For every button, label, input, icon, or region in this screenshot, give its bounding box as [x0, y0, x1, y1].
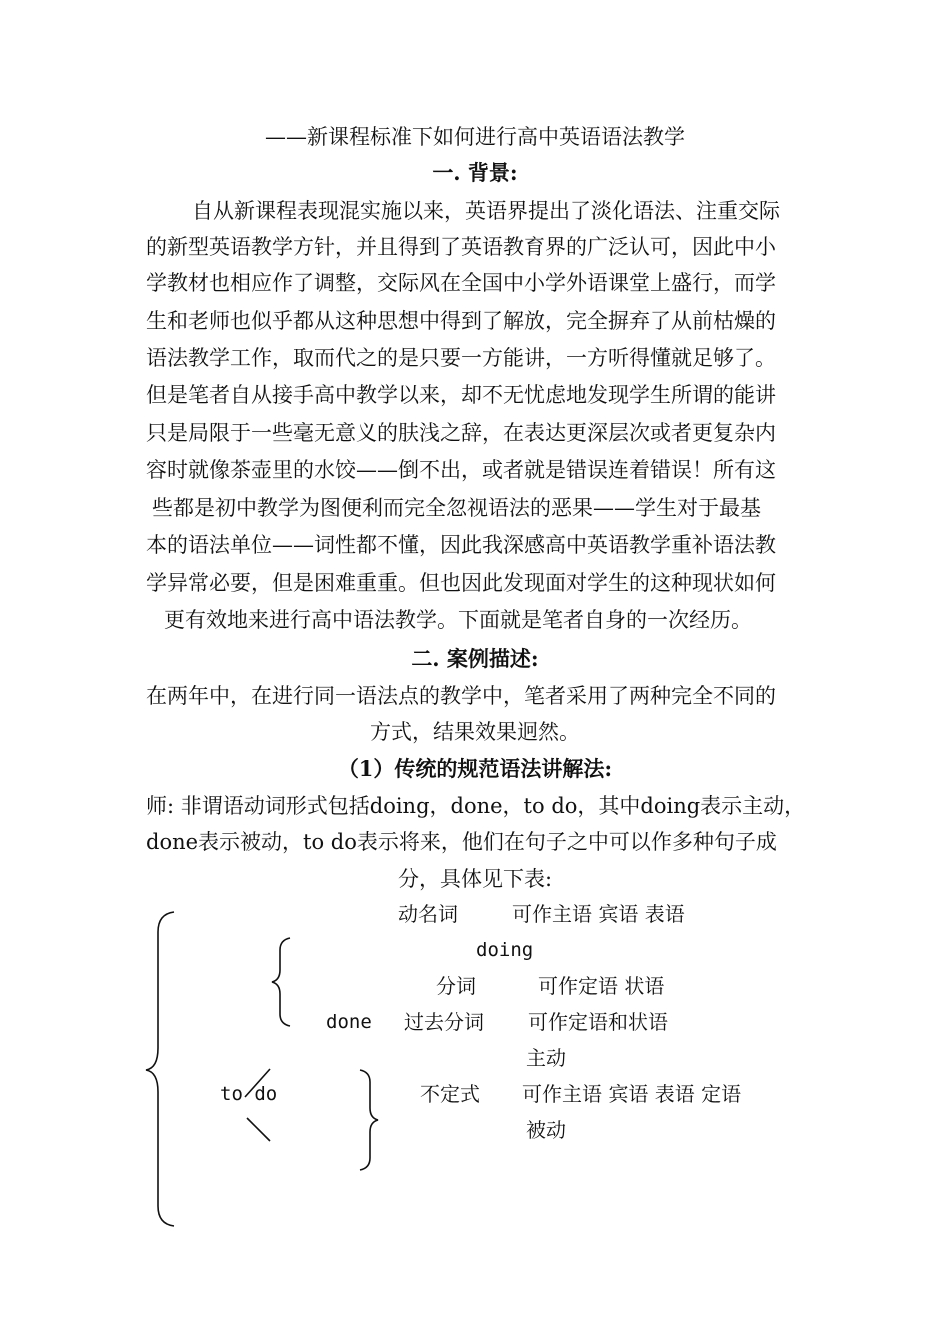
paragraph-line: 容时就像茶壶里的水饺——倒不出，或者就是错误连着错误！所有这: [146, 458, 776, 482]
to-do-label: to do: [220, 1083, 278, 1105]
doing-label: doing: [476, 939, 534, 961]
paragraph-line: 但是笔者自从接手高中教学以来，却不无忧虑地发现学生所谓的能讲: [146, 383, 776, 407]
paragraph-line: 的新型英语教学方针，并且得到了英语教育界的广泛认可，因此中小: [146, 235, 776, 259]
paragraph-line: 自从新课程表现混实施以来，英语界提出了淡化语法、注重交际: [192, 199, 780, 223]
subsection-1-heading: （1）传统的规范语法讲解法:: [337, 756, 613, 781]
teacher-line: done表示被动，to do表示将来，他们在句子之中可以作多种句子成: [146, 830, 777, 854]
paragraph-line: 更有效地来进行高中语法教学。下面就是笔者自身的一次经历。: [164, 608, 752, 632]
done-label: done: [326, 1011, 372, 1033]
infinitive-functions: 可作主语 宾语 表语 定语: [522, 1082, 742, 1106]
passive-slash: [247, 1118, 270, 1141]
infinitive-label: 不定式: [420, 1082, 480, 1106]
past-participle-functions: 可作定语和状语: [528, 1010, 668, 1034]
paragraph-line: 学异常必要，但是困难重重。但也因此发现面对学生的这种现状如何: [146, 571, 776, 595]
paragraph-line: 只是局限于一些毫无意义的肤浅之辞，在表达更深层次或者更复杂内: [146, 421, 776, 445]
doing-brace: [272, 938, 290, 1026]
paragraph-line: 方式，结果效果迥然。: [370, 720, 580, 744]
gerund-label: 动名词: [398, 902, 458, 926]
to-do-brace: [360, 1070, 378, 1170]
page-subtitle: ——新课程标准下如何进行高中英语语法教学: [265, 125, 685, 149]
participle-functions: 可作定语 状语: [538, 974, 665, 998]
paragraph-line: 些都是初中教学为图便利而完全忽视语法的恶果——学生对于最基: [152, 496, 761, 520]
section-2-heading: 二. 案例描述:: [411, 646, 539, 671]
paragraph-line: 语法教学工作，取而代之的是只要一方能讲，一方听得懂就足够了。: [146, 346, 776, 370]
gerund-functions: 可作主语 宾语 表语: [512, 902, 685, 926]
outer-brace: [146, 912, 174, 1226]
paragraph-line: 在两年中，在进行同一语法点的教学中，笔者采用了两种完全不同的: [146, 684, 776, 708]
paragraph-line: 生和老师也似乎都从这种思想中得到了解放，完全摒弃了从前枯燥的: [146, 309, 776, 333]
passive-label: 被动: [526, 1118, 566, 1142]
teacher-line: 师: 非谓语动词形式包括doing，done，to do，其中doing表示主动，: [146, 794, 806, 818]
section-1-heading: 一. 背景:: [432, 160, 518, 185]
teacher-line: 分，具体见下表:: [397, 867, 553, 891]
paragraph-line: 学教材也相应作了调整，交际风在全国中小学外语课堂上盛行，而学: [146, 271, 776, 295]
participle-label: 分词: [436, 974, 476, 998]
past-participle-label: 过去分词: [404, 1010, 484, 1034]
paragraph-line: 本的语法单位——词性都不懂，因此我深感高中英语教学重补语法教: [146, 533, 776, 557]
active-label: 主动: [526, 1046, 566, 1070]
